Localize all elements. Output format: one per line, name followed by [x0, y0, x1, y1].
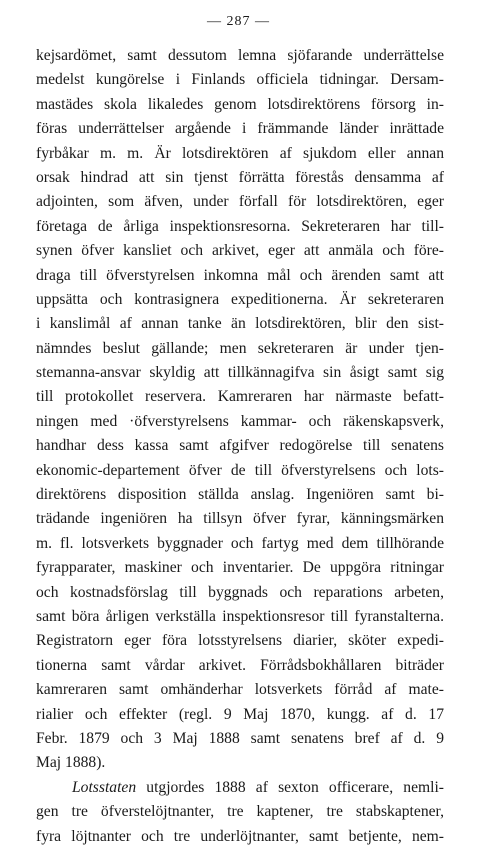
- text-line: ningen med ·öfverstyrelsens kammar- och räkenskapsverk,: [36, 412, 444, 430]
- text-line: tionerna samt vårdar arkivet. Förrådsbokhållaren biträder: [36, 656, 444, 674]
- text-line: i kanslimål af annan tanke än lotsdirektören, blir den sist-: [36, 315, 444, 333]
- text-line: m. fl. lotsverkets byggnader och fartyg med dem tillhörande: [36, 534, 444, 552]
- text-line: föras underrättelser argående i främmande länder inrättade: [36, 120, 444, 138]
- text-line: [36, 776, 444, 800]
- text-line: adjointen, som äfven, under förfall för lotsdirektören, eger: [36, 193, 444, 211]
- line-text: utgjordes 1888 af sexton officerare, nemli-: [136, 778, 444, 796]
- body-text: [36, 44, 444, 849]
- text-line: fyra löjtnanter och tre underlöjtnanter, samt betjente, nem-: [36, 827, 444, 845]
- text-line: kamreraren samt omhänderhar lotsverkets förråd af mate-: [36, 681, 444, 699]
- text-line: medelst kungörelse i Finlands officiela tidningar. Dersam-: [36, 71, 444, 89]
- text-line: mastädes skola likaledes genom lotsdirektörens försorg in-: [36, 95, 444, 113]
- text-line: direktörens disposition ställda anslag. Ingeniören samt bi-: [36, 486, 444, 504]
- text-line: stemanna-ansvar skyldig att tillkännagifva sin åsigt samt sig: [36, 364, 444, 382]
- text-line: till protokollet reservera. Kamreraren har närmaste befatt-: [36, 388, 444, 406]
- text-line: uppsätta och kontrasignera expeditionerna. Är sekreteraren: [36, 290, 444, 308]
- text-line: rialier och effekter (regl. 9 Maj 1870, kungg. af d. 17: [36, 705, 444, 723]
- text-line: Registratorn eger föra lotsstyrelsens diarier, sköter expedi-: [36, 632, 444, 650]
- text-line: fyrapparater, maskiner och inventarier. De uppgöra ritningar: [36, 559, 444, 577]
- text-line: trädande ingeniören ha tillsyn öfver fyrar, känningsmärken: [36, 510, 444, 528]
- text-line: företaga de årliga inspektionsresorna. Sekreteraren har till-: [36, 217, 444, 235]
- text-line: nämndes beslut gällande; men sekreteraren är under tjen-: [36, 339, 444, 357]
- text-line: draga till öfverstyrelsen inkomna mål och ärenden samt att: [36, 266, 444, 284]
- text-line: Maj 1888).: [36, 754, 106, 772]
- text-line: gen tre öfverstelöjtnanter, tre kaptener, tre stabskaptener,: [36, 803, 444, 821]
- text-line: synen öfver kansliet och arkivet, eger att anmäla och före-: [36, 242, 444, 260]
- text-line: handhar dess kassa samt afgifver redogörelse till senatens: [36, 437, 444, 455]
- italic-term: Lotsstaten: [72, 778, 137, 796]
- text-line: kejsardömet, samt dessutom lemna sjöfarande underrättelse: [36, 47, 444, 64]
- text-line: Febr. 1879 och 3 Maj 1888 samt senatens bref af d. 9: [36, 729, 444, 747]
- text-line: samt böra årligen verkställa inspektionsresor till fyranstalterna.: [36, 607, 444, 625]
- page-number: — 287 —: [207, 14, 270, 29]
- text-line: orsak hindrad att sin tjenst förrätta förestås densamma af: [36, 168, 444, 186]
- text-line: och kostnadsförslag till byggnads och reparations arbeten,: [36, 583, 444, 601]
- text-line: fyrbåkar m. m. Är lotsdirektören af sjukdom eller annan: [36, 144, 444, 162]
- text-line: ekonomic-departement öfver de till öfverstyrelsens och lots-: [36, 461, 444, 479]
